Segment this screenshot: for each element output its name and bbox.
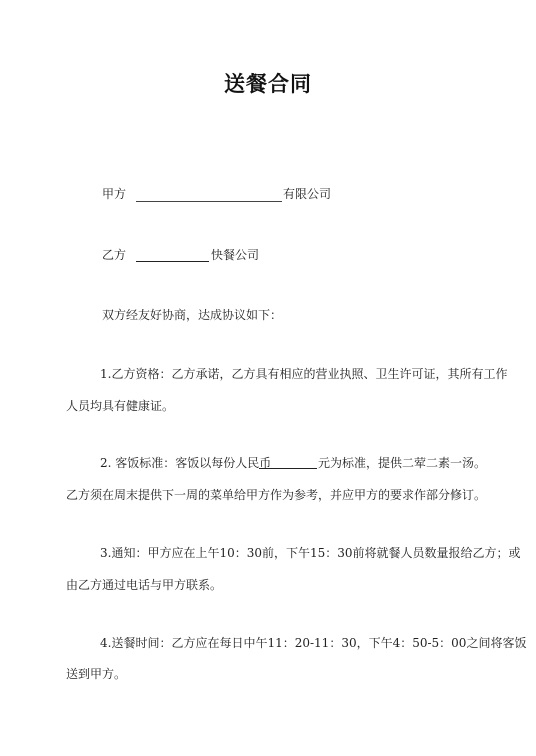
clause-1-line-2: 人员均具有健康证。 — [66, 399, 175, 413]
clause-4-line-1: 4.送餐时间：乙方应在每日中午11：20-11：30，下午4：50-5：00之间将客饭 — [100, 636, 527, 650]
party-a-suffix: 有限公司 — [283, 187, 332, 201]
meal-price-blank — [259, 467, 317, 469]
clause-2-line-2: 乙方须在周末提供下一周的菜单给甲方作为参考，并应甲方的要求作部分修订。 — [66, 488, 487, 502]
party-a-label: 甲方 — [102, 187, 127, 201]
party-b-suffix: 快餐公司 — [211, 248, 260, 262]
intro-paragraph: 双方经友好协商，达成协议如下： — [102, 308, 283, 322]
clause-1-line-1: 1.乙方资格：乙方承诺，乙方具有相应的营业执照、卫生许可证，其所有工作 — [100, 367, 508, 381]
party-b-name-blank — [136, 260, 209, 262]
party-a-name-blank — [136, 200, 282, 202]
clause-2-line-1-end: 元为标准，提供二荤二素一汤。 — [318, 456, 487, 470]
clause-4-line-2: 送到甲方。 — [66, 667, 127, 681]
clause-3-line-1: 3.通知：甲方应在上午10：30前，下午15：30前将就餐人员数量报给乙方；或 — [100, 546, 521, 560]
document-title: 送餐合同 — [224, 72, 312, 96]
party-b-label: 乙方 — [102, 248, 127, 262]
clause-3-line-2: 由乙方通过电话与甲方联系。 — [66, 578, 223, 592]
clause-2-line-1-start: 2. 客饭标准：客饭以每份人民币 — [100, 456, 272, 470]
